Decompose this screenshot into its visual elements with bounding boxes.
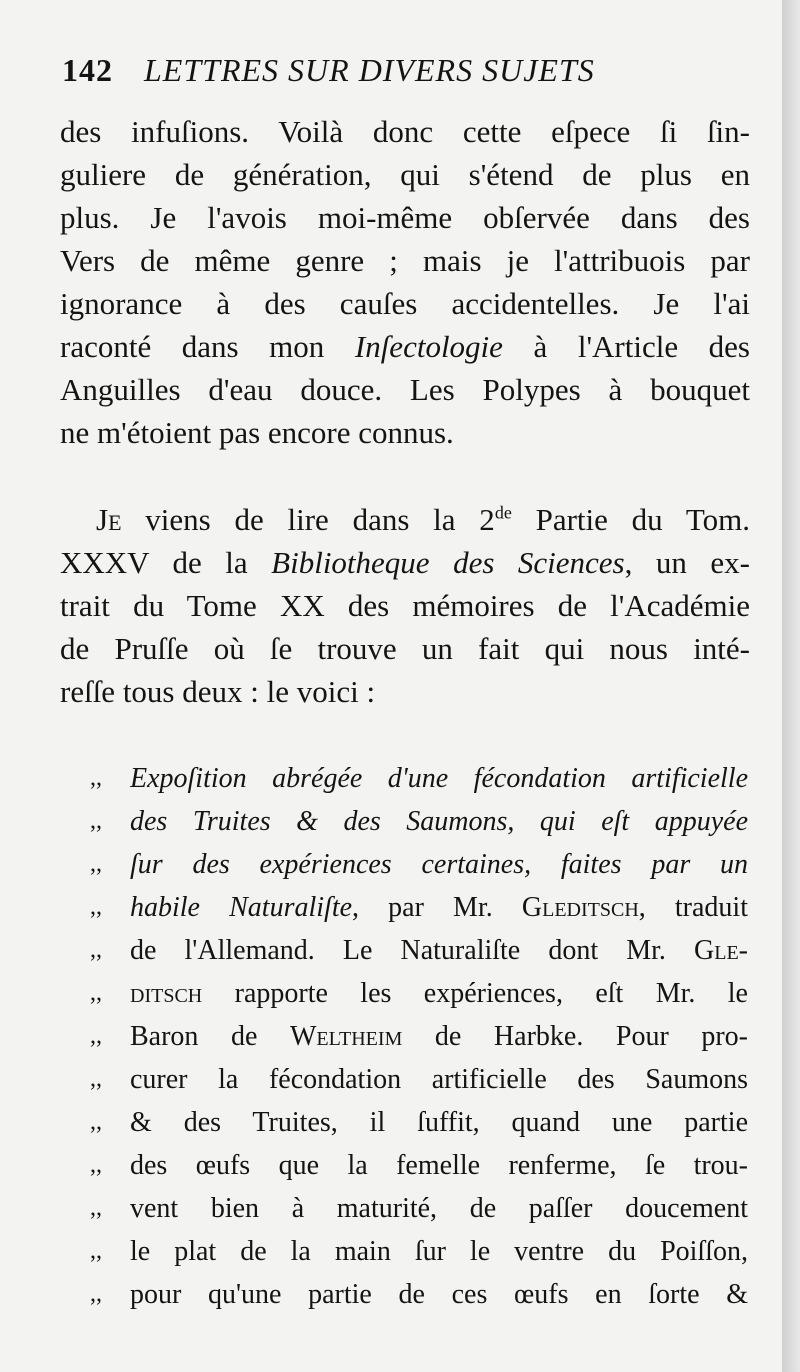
quotation-text: ſur des expériences certaines, faites par un: [130, 849, 748, 880]
quotation-text: de l'Allemand. Le Naturaliſte dont Mr. Gle-: [130, 935, 748, 966]
quotation-line: [90, 929, 748, 972]
text-line: guliere de génération, qui s'étend de plus en: [60, 157, 750, 192]
text-line: Je viens de lire dans la 2de Partie du Tom.: [96, 502, 750, 537]
quotation-mark: ,,: [90, 1195, 102, 1221]
quotation-mark: ,,: [90, 765, 102, 791]
quotation-line: [90, 1144, 748, 1187]
text-line: trait du Tome XX des mémoires de l'Académie: [60, 588, 750, 623]
text-line: reſſe tous deux : le voici :: [60, 674, 376, 709]
quotation-block: [90, 757, 748, 1316]
quotation-mark: ,,: [90, 1238, 102, 1264]
book-title: Inſectologie: [354, 329, 503, 364]
text-line: XXXV de la Bibliotheque des Sciences, un ex-: [60, 545, 750, 580]
quotation-mark: ,,: [90, 937, 102, 963]
quotation-mark: ,,: [90, 1152, 102, 1178]
quotation-text: le plat de la main ſur le ventre du Poiſſon,: [130, 1236, 748, 1267]
quotation-line: [90, 843, 748, 886]
quotation-text: des œufs que la femelle renferme, ſe trou-: [130, 1150, 748, 1181]
quotation-mark: ,,: [90, 1066, 102, 1092]
text-line: plus. Je l'avois moi-même obſervée dans des: [60, 200, 750, 235]
page-edge: [782, 0, 800, 1372]
text-line: des infuſions. Voilà donc cette eſpece ſi ſin-: [60, 114, 750, 149]
text-line: Vers de même genre ; mais je l'attribuois par: [60, 243, 750, 278]
page-body: [60, 110, 750, 1316]
quotation-line: [90, 757, 748, 800]
quotation-mark: ,,: [90, 894, 102, 920]
running-title: LETTRES SUR DIVERS SUJETS: [144, 52, 595, 88]
quotation-line: [90, 1058, 748, 1101]
quotation-line: [90, 1273, 748, 1316]
quotation-text: habile Naturaliſte, par Mr. Gleditsch, traduit: [130, 892, 748, 923]
lead-word: Je: [96, 502, 122, 537]
quotation-line: [90, 1230, 748, 1273]
quotation-mark: ,,: [90, 980, 102, 1006]
quotation-text: ditsch rapporte les expériences, eſt Mr. le: [130, 978, 748, 1009]
quotation-mark: ,,: [90, 851, 102, 877]
quotation-text: des Truites & des Saumons, qui eſt appuyée: [130, 806, 748, 837]
quotation-line: [90, 1015, 748, 1058]
journal-title: Bibliotheque des Sciences: [271, 545, 625, 580]
quotation-mark: ,,: [90, 1109, 102, 1135]
quotation-mark: ,,: [90, 808, 102, 834]
page-number: 142: [62, 52, 113, 88]
text-line-with-italic: raconté dans mon Inſectologie à l'Article des: [60, 329, 750, 364]
quotation-line: [90, 1187, 748, 1230]
quotation-line: [90, 800, 748, 843]
quotation-mark: ,,: [90, 1023, 102, 1049]
quotation-text: pour qu'une partie de ces œufs en ſorte &: [130, 1279, 748, 1310]
text-line: de Pruſſe où ſe trouve un fait qui nous inté-: [60, 631, 750, 666]
quotation-line: [90, 972, 748, 1015]
quotation-line: [90, 1101, 748, 1144]
quotation-text: curer la fécondation artificielle des Saumons: [130, 1064, 748, 1095]
paragraph-2: [60, 498, 750, 713]
quotation-text: Baron de Weltheim de Harbke. Pour pro-: [130, 1021, 748, 1052]
quotation-line: [90, 886, 748, 929]
running-header: [62, 52, 702, 96]
quotation-text: Expoſition abrégée d'une fécondation artificielle: [130, 763, 748, 794]
text-line: Anguilles d'eau douce. Les Polypes à bouquet: [60, 372, 750, 407]
paragraph-1: [60, 110, 750, 454]
quotation-mark: ,,: [90, 1281, 102, 1307]
text-line: ignorance à des cauſes accidentelles. Je l'ai: [60, 286, 750, 321]
quotation-text: vent bien à maturité, de paſſer doucement: [130, 1193, 748, 1224]
text-line: ne m'étoient pas encore connus.: [60, 415, 454, 450]
quotation-text: & des Truites, il ſuffit, quand une partie: [130, 1107, 748, 1138]
superscript: de: [494, 502, 512, 523]
